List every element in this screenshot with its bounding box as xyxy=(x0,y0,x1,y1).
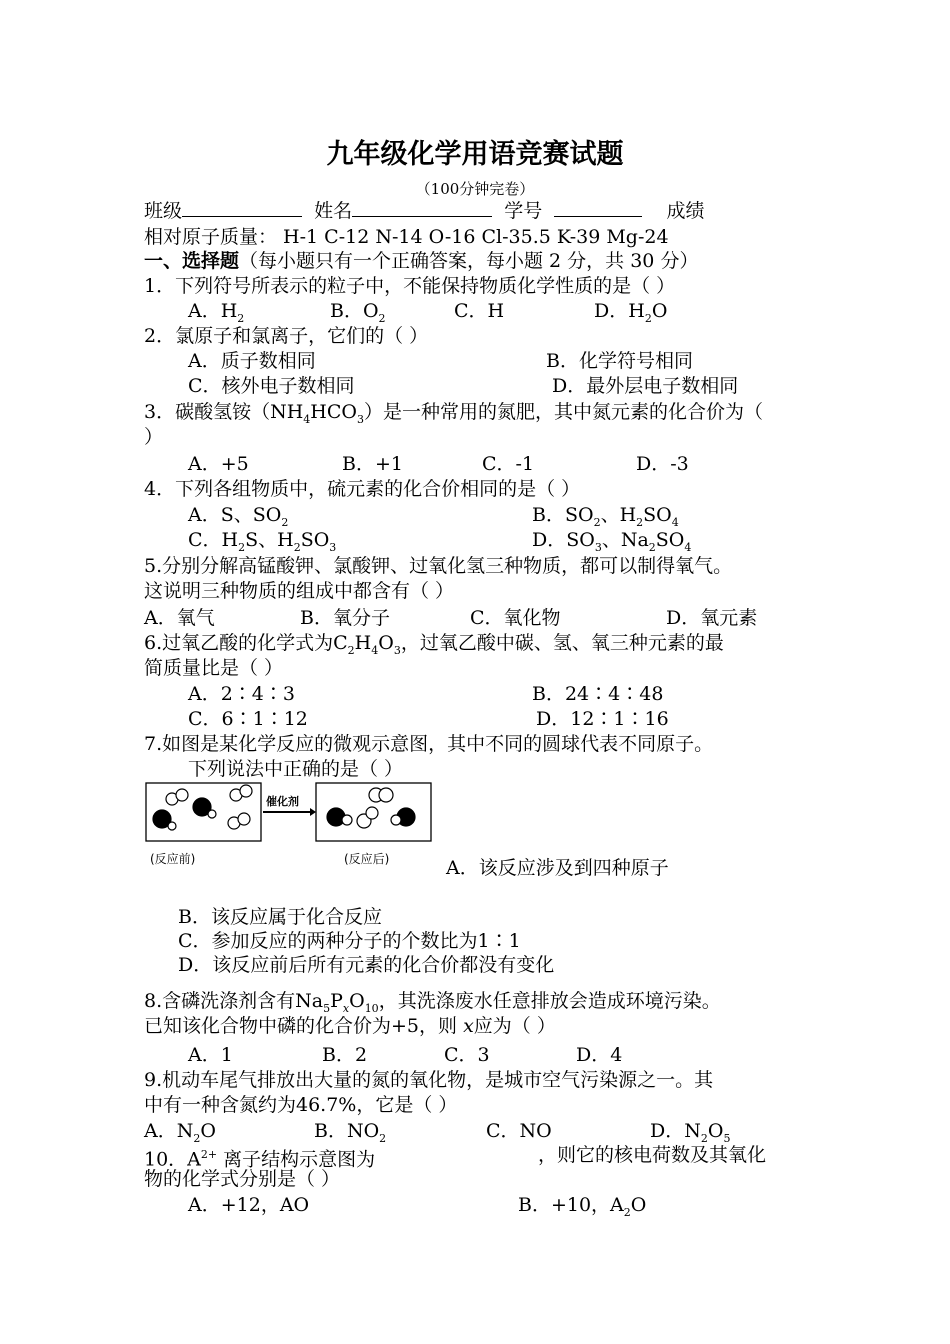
q6-stem: 6.过氧乙酸的化学式为$C_2H_4O_3$，过氧乙酸中碳、氢、氧三种元素的最 xyxy=(144,632,724,657)
q2-option-d[interactable]: D．最外层电子数相同 xyxy=(552,375,739,397)
q7-option-a[interactable]: A．该反应涉及到四种原子 xyxy=(446,857,669,879)
q2-option-a[interactable]: A．质子数相同 xyxy=(188,350,316,372)
q7-option-d[interactable]: D．该反应前后所有元素的化合价都没有变化 xyxy=(178,954,555,976)
q1-option-d[interactable]: D．$H_2O$ xyxy=(594,300,668,325)
q1-option-c[interactable]: C．H xyxy=(454,300,505,322)
q3-stem: 3．碳酸氢铵$(NH_4HCO_3)$是一种常用的氮肥，其中氮元素的化合价为（ xyxy=(144,401,763,426)
q8-stem-line2: 已知该化合物中磷的化合价为+5，则 x应为（ ） xyxy=(144,1015,556,1037)
section-heading xyxy=(144,249,698,273)
q5-option-b[interactable]: B．氧分子 xyxy=(300,607,390,629)
q5-stem-line2: 这说明三种物质的组成中都含有（ ） xyxy=(144,580,455,602)
q6-option-d[interactable]: D．12∶1∶16 xyxy=(536,708,669,730)
q6-option-c[interactable]: C．6∶1∶12 xyxy=(188,708,308,730)
q7-stem-line2: 下列说法中正确的是（ ） xyxy=(188,758,404,780)
after-molecules xyxy=(327,788,415,828)
q3-option-d[interactable]: D．-3 xyxy=(636,453,689,475)
reaction-diagram xyxy=(144,779,436,869)
section-note: （每小题只有一个正确答案，每小题 2 分，共 30 分） xyxy=(239,250,699,272)
page-subtitle: （100分钟完卷） xyxy=(415,180,535,198)
q7-option-c[interactable]: C．参加反应的两种分子的个数比为1∶1 xyxy=(178,930,521,952)
q1-stem: 1．下列符号所表示的粒子中，不能保持物质化学性质的是（ ） xyxy=(144,275,676,297)
q6-stem-line2: 简质量比是（ ） xyxy=(144,657,284,679)
q2-option-c[interactable]: C．核外电子数相同 xyxy=(188,375,355,397)
q3-stem-line2: ） xyxy=(144,426,164,448)
class-blank[interactable] xyxy=(182,198,302,217)
q8-stem: 8.含磷洗涤剂含有$Na_5P_xO_{10}$，其洗涤废水任意排放会造成环境污染。 xyxy=(144,990,721,1015)
q4-option-a[interactable]: A．S、$SO_2$ xyxy=(188,504,289,529)
q3-option-b[interactable]: B．+1 xyxy=(342,453,403,475)
q2-option-b[interactable]: B．化学符号相同 xyxy=(546,350,693,372)
q6-option-b[interactable]: B．24∶4∶48 xyxy=(532,683,664,705)
q9-option-c[interactable]: C．NO xyxy=(486,1120,552,1142)
score-label: 成绩 xyxy=(666,200,705,222)
q5-option-c[interactable]: C．氧化物 xyxy=(470,607,561,629)
after-label: (反应后) xyxy=(344,852,390,866)
page-title: 九年级化学用语竞赛试题 xyxy=(326,139,624,170)
q3-option-c[interactable]: C．-1 xyxy=(482,453,535,475)
q7-option-b[interactable]: B．该反应属于化合反应 xyxy=(178,906,382,928)
before-label: (反应前) xyxy=(150,852,196,866)
q10-option-a[interactable]: A．+12，AO xyxy=(188,1194,310,1216)
q4-stem: 4．下列各组物质中，硫元素的化合价相同的是（ ） xyxy=(144,478,581,500)
q1-option-a[interactable]: A．$H_2$ xyxy=(188,300,245,325)
q10-option-b[interactable]: B．+10，$A_2O$ xyxy=(518,1194,647,1219)
q9-option-a[interactable]: A．$N_2O$ xyxy=(144,1120,216,1145)
q7-stem: 7.如图是某化学反应的微观示意图，其中不同的圆球代表不同原子。 xyxy=(144,733,714,755)
q10-stem-line2: 物的化学式分别是（ ） xyxy=(144,1168,341,1190)
q8-option-b[interactable]: B．2 xyxy=(322,1044,368,1066)
q4-option-b[interactable]: B．$SO_2$、$H_2SO_4$ xyxy=(532,504,679,529)
q9-option-d[interactable]: D．$N_2O_5$ xyxy=(650,1120,731,1145)
atomic-mass-line: 相对原子质量： H-1 C-12 N-14 O-16 Cl-35.5 K-39 Mg-24 xyxy=(144,226,669,248)
q8-option-d[interactable]: D．4 xyxy=(576,1044,623,1066)
number-label: 学号 xyxy=(504,200,543,222)
catalyst-label: 催化剂 xyxy=(266,795,299,808)
q9-option-b[interactable]: B．$NO_2$ xyxy=(314,1120,387,1145)
before-molecules xyxy=(153,785,252,830)
q5-stem: 5.分别分解高锰酸钾、氯酸钾、过氧化氢三种物质，都可以制得氧气。 xyxy=(144,555,733,577)
q5-option-a[interactable]: A．氧气 xyxy=(144,607,215,629)
q1-option-b[interactable]: B．$O_2$ xyxy=(330,300,386,325)
class-label: 班级 xyxy=(144,200,183,222)
q4-option-d[interactable]: D．$SO_3$、$Na_2SO_4$ xyxy=(532,529,692,554)
name-blank[interactable] xyxy=(352,198,492,217)
student-info-row xyxy=(144,198,705,223)
q3-option-a[interactable]: A．+5 xyxy=(188,453,249,475)
q9-stem-line2: 中有一种含氮约为46.7%，它是（ ） xyxy=(144,1094,458,1116)
q10-stem: 10．$A^{2+}$ 离子结构示意图为 xyxy=(144,1148,376,1171)
q10-stem-continued: ，则它的核电荷数及其氧化 xyxy=(538,1144,767,1166)
name-label: 姓名 xyxy=(314,200,353,222)
q4-option-c[interactable]: C．$H_2S$、$H_2SO_3$ xyxy=(188,529,337,554)
q6-option-a[interactable]: A．2∶4∶3 xyxy=(188,683,295,705)
q8-option-a[interactable]: A．1 xyxy=(188,1044,233,1066)
q5-option-d[interactable]: D．氧元素 xyxy=(666,607,758,629)
q2-stem: 2．氯原子和氯离子，它们的（ ） xyxy=(144,325,429,347)
q8-option-c[interactable]: C．3 xyxy=(444,1044,490,1066)
q9-stem: 9.机动车尾气排放出大量的氮的氧化物，是城市空气污染源之一。其 xyxy=(144,1069,714,1091)
number-blank[interactable] xyxy=(554,198,642,217)
section-title: 一、选择题 xyxy=(144,250,240,272)
